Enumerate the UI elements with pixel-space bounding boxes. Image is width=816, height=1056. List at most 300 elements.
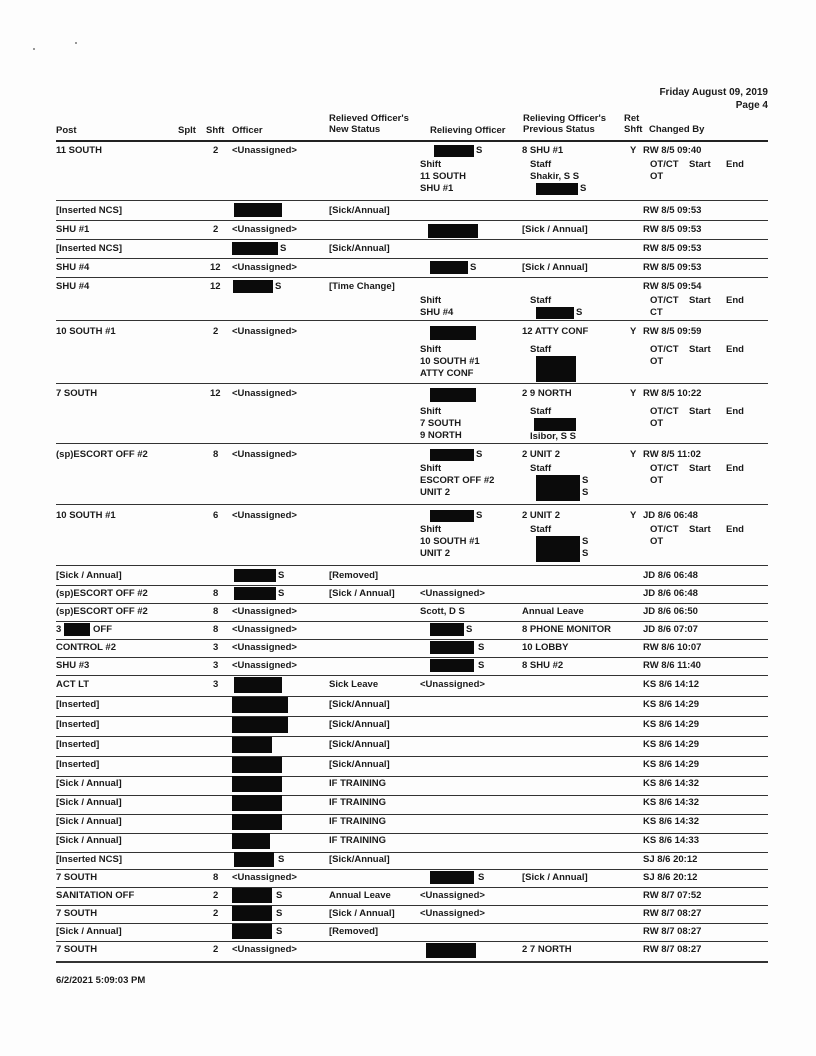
prev-status-cell: 8 SHU #1 xyxy=(522,145,564,156)
redaction-box xyxy=(232,814,282,830)
col-relieving-prev-line2: Previous Status xyxy=(523,124,595,135)
changed-by-cell: KS 8/6 14:12 xyxy=(643,679,699,690)
sub-relieving: 7 SOUTH xyxy=(420,418,462,429)
prev-status-cell: 2 7 NORTH xyxy=(522,944,572,955)
row-rule xyxy=(56,833,768,834)
table-row xyxy=(56,778,768,796)
redaction-box xyxy=(234,852,274,867)
shift-cell: 2 xyxy=(213,908,219,919)
new-status-cell: Annual Leave xyxy=(329,890,391,901)
new-status-cell: [Sick/Annual] xyxy=(329,205,390,216)
changed-by-cell: KS 8/6 14:29 xyxy=(643,699,699,710)
row-rule xyxy=(56,756,768,757)
otct-label: OT/CT xyxy=(650,463,679,474)
redaction-box xyxy=(430,326,476,340)
sub-prev: S xyxy=(580,183,587,194)
officer-cell: <Unassigned> xyxy=(232,872,297,883)
scan-speck xyxy=(75,42,77,44)
post-cell: (sp)ESCORT OFF #2 xyxy=(56,449,148,460)
ret-cell: Y xyxy=(630,388,637,399)
end-label: End xyxy=(726,159,744,170)
shift-cell: 2 xyxy=(213,326,219,337)
start-label: Start xyxy=(689,524,711,535)
row-rule xyxy=(56,603,768,604)
sub-relieving: UNIT 2 xyxy=(420,548,451,559)
changed-by-cell: JD 8/6 06:50 xyxy=(643,606,698,617)
redaction-box xyxy=(430,510,474,522)
relieving-suffix: S xyxy=(466,624,473,635)
redaction-box xyxy=(232,833,270,849)
shift-cell: 8 xyxy=(213,449,219,460)
row-rule xyxy=(56,639,768,640)
scan-speck xyxy=(33,48,35,50)
row-rule xyxy=(56,941,768,942)
sub-relieving: Shift xyxy=(420,463,442,474)
officer-cell: <Unassigned> xyxy=(232,326,297,337)
col-ret-shift: Shft xyxy=(624,124,643,135)
redaction-box xyxy=(234,677,282,693)
post-cell: CONTROL #2 xyxy=(56,642,117,653)
post-cell: 7 SOUTH xyxy=(56,944,98,955)
new-status-cell: IF TRAINING xyxy=(329,816,386,827)
col-relieved-status-line1: Relieved Officer's xyxy=(329,113,409,124)
new-status-cell: [Sick/Annual] xyxy=(329,719,390,730)
changed-by-cell: KS 8/6 14:32 xyxy=(643,816,699,827)
sub-relieving: Shift xyxy=(420,295,442,306)
changed-by-cell: SJ 8/6 20:12 xyxy=(643,854,698,865)
otct-label: OT/CT xyxy=(650,159,679,170)
changed-by-cell: KS 8/6 14:29 xyxy=(643,739,699,750)
new-status-cell: [Sick/Annual] xyxy=(329,854,390,865)
sub-prev: Staff xyxy=(530,406,552,417)
post-cell: 7 SOUTH xyxy=(56,388,98,399)
officer-cell: <Unassigned> xyxy=(232,145,297,156)
col-split: Splt xyxy=(178,125,196,136)
post-cell: SHU #3 xyxy=(56,660,90,671)
table-row xyxy=(56,243,768,259)
shift-cell: 8 xyxy=(213,588,219,599)
sub-relieving: Shift xyxy=(420,524,442,535)
sub-relieving: 9 NORTH xyxy=(420,430,462,441)
prev-status-cell: 8 SHU #2 xyxy=(522,660,564,671)
officer-cell: <Unassigned> xyxy=(232,510,297,521)
table-row xyxy=(56,835,768,853)
redaction-box xyxy=(536,307,574,319)
table-row xyxy=(56,262,768,278)
row-rule xyxy=(56,200,768,201)
table-row xyxy=(56,281,768,321)
prev-status-cell: 2 UNIT 2 xyxy=(522,449,561,460)
relieving-suffix: S xyxy=(476,145,483,156)
table-row xyxy=(56,739,768,757)
col-relieving-prev-line1: Relieving Officer's xyxy=(523,113,607,124)
table-row xyxy=(56,872,768,888)
relieving-suffix: S xyxy=(476,449,483,460)
redaction-box xyxy=(430,388,476,402)
page-number: Page 4 xyxy=(735,100,768,111)
table-row xyxy=(56,588,768,604)
relieving-cell: <Unassigned> xyxy=(420,908,485,919)
shift-cell: 3 xyxy=(213,660,219,671)
table-row xyxy=(56,224,768,240)
new-status-cell: [Sick/Annual] xyxy=(329,699,390,710)
end-label: End xyxy=(726,295,744,306)
shift-cell: 8 xyxy=(213,606,219,617)
row-rule xyxy=(56,657,768,658)
relieving-cell: <Unassigned> xyxy=(420,679,485,690)
shift-cell: 6 xyxy=(213,510,219,521)
new-status-cell: Sick Leave xyxy=(329,679,379,690)
table-row xyxy=(56,570,768,586)
post-cell: 7 SOUTH xyxy=(56,908,98,919)
sub-relieving: Shift xyxy=(420,159,442,170)
changed-by-cell: KS 8/6 14:32 xyxy=(643,797,699,808)
shift-cell: 12 xyxy=(210,388,221,399)
table-row xyxy=(56,326,768,384)
post-cell: 7 SOUTH xyxy=(56,872,98,883)
post-cell: [Sick / Annual] xyxy=(56,926,122,937)
table-row xyxy=(56,759,768,777)
table-row xyxy=(56,699,768,717)
relieving-suffix: S xyxy=(470,262,477,273)
end-label: End xyxy=(726,524,744,535)
table-row xyxy=(56,854,768,870)
post-cell: OFF xyxy=(93,624,112,635)
redaction-box xyxy=(534,418,576,431)
changed-by-cell: KS 8/6 14:29 xyxy=(643,759,699,770)
shift-cell: 3 xyxy=(213,642,219,653)
row-rule xyxy=(56,239,768,240)
post-cell: [Inserted] xyxy=(56,759,100,770)
redaction-box xyxy=(434,145,474,157)
row-rule xyxy=(56,887,768,888)
changed-by-cell: RW 8/7 08:27 xyxy=(643,926,702,937)
row-rule xyxy=(56,905,768,906)
changed-by-cell: RW 8/5 09:59 xyxy=(643,326,702,337)
col-ret: Ret xyxy=(624,113,640,124)
officer-cell: <Unassigned> xyxy=(232,642,297,653)
redaction-box xyxy=(536,475,580,501)
changed-by-cell: KS 8/6 14:33 xyxy=(643,835,699,846)
new-status-cell: IF TRAINING xyxy=(329,835,386,846)
row-rule xyxy=(56,869,768,870)
table-row xyxy=(56,449,768,505)
relieving-suffix: S xyxy=(478,872,485,883)
redaction-box xyxy=(536,356,576,382)
shift-cell: 12 xyxy=(210,281,221,292)
prev-status-cell: 2 UNIT 2 xyxy=(522,510,561,521)
shift-cell: 3 xyxy=(213,679,219,690)
row-rule xyxy=(56,923,768,924)
post-cell: [Sick / Annual] xyxy=(56,797,122,808)
col-relieved-status-line2: New Status xyxy=(329,124,381,135)
ct-label: CT xyxy=(650,307,663,318)
row-rule xyxy=(56,383,768,384)
table-row xyxy=(56,679,768,697)
prev-status-cell: [Sick / Annual] xyxy=(522,262,588,273)
table-row xyxy=(56,606,768,622)
prev-status-cell: [Sick / Annual] xyxy=(522,872,588,883)
table-row xyxy=(56,816,768,834)
post-cell: SANITATION OFF xyxy=(56,890,135,901)
ret-cell: Y xyxy=(630,449,637,460)
ot-label: OT xyxy=(650,356,664,367)
new-status-cell: [Sick / Annual] xyxy=(329,908,395,919)
ot-label: OT xyxy=(650,418,664,429)
start-label: Start xyxy=(689,406,711,417)
post-cell: [Sick / Annual] xyxy=(56,816,122,827)
new-status-cell: [Time Change] xyxy=(329,281,395,292)
relieving-suffix: S xyxy=(478,660,485,671)
col-relieving-officer: Relieving Officer xyxy=(430,125,506,136)
sub-prev: S xyxy=(582,548,589,559)
table-row xyxy=(56,388,768,444)
officer-suffix: S xyxy=(276,890,283,901)
col-changed-by: Changed By xyxy=(649,124,705,135)
sub-relieving: 10 SOUTH #1 xyxy=(420,356,480,367)
changed-by-cell: RW 8/5 09:53 xyxy=(643,224,702,235)
relieving-suffix: S xyxy=(478,642,485,653)
redaction-box xyxy=(430,623,464,636)
changed-by-cell: KS 8/6 14:29 xyxy=(643,719,699,730)
sub-prev: Staff xyxy=(530,463,552,474)
table-row xyxy=(56,926,768,942)
new-status-cell: [Sick/Annual] xyxy=(329,759,390,770)
sub-prev: Staff xyxy=(530,295,552,306)
row-rule xyxy=(56,443,768,444)
redaction-box xyxy=(232,906,272,921)
shift-cell: 2 xyxy=(213,944,219,955)
header-rule xyxy=(56,140,768,142)
officer-suffix: S xyxy=(280,243,287,254)
col-post: Post xyxy=(56,125,77,136)
redaction-box xyxy=(536,536,580,562)
table-row xyxy=(56,205,768,221)
redaction-box xyxy=(428,224,478,238)
print-timestamp: 6/2/2021 5:09:03 PM xyxy=(56,975,146,986)
sub-relieving: ATTY CONF xyxy=(420,368,474,379)
end-label: End xyxy=(726,344,744,355)
row-rule xyxy=(56,320,768,321)
new-status-cell: [Removed] xyxy=(329,926,379,937)
ret-cell: Y xyxy=(630,326,637,337)
otct-label: OT/CT xyxy=(650,406,679,417)
col-officer: Officer xyxy=(232,125,263,136)
redaction-box xyxy=(232,888,272,903)
row-rule xyxy=(56,961,768,963)
post-cell: [Inserted NCS] xyxy=(56,205,122,216)
sub-relieving: UNIT 2 xyxy=(420,487,451,498)
redaction-box xyxy=(233,280,273,293)
post-cell: [Inserted NCS] xyxy=(56,854,122,865)
post-cell: ACT LT xyxy=(56,679,90,690)
officer-suffix: S xyxy=(278,588,285,599)
changed-by-cell: JD 8/6 06:48 xyxy=(643,588,698,599)
officer-cell: <Unassigned> xyxy=(232,606,297,617)
col-shift: Shft xyxy=(206,125,225,136)
sub-relieving: SHU #4 xyxy=(420,307,454,318)
new-status-cell: IF TRAINING xyxy=(329,797,386,808)
changed-by-cell: RW 8/5 09:54 xyxy=(643,281,702,292)
ot-label: OT xyxy=(650,536,664,547)
officer-cell: <Unassigned> xyxy=(232,449,297,460)
start-label: Start xyxy=(689,463,711,474)
row-rule xyxy=(56,716,768,717)
table-row xyxy=(56,797,768,815)
post-cell: [Inserted] xyxy=(56,719,100,730)
redaction-box xyxy=(64,623,90,636)
start-label: Start xyxy=(689,295,711,306)
row-rule xyxy=(56,258,768,259)
post-cell: [Inserted NCS] xyxy=(56,243,122,254)
post-cell: SHU #1 xyxy=(56,224,90,235)
sub-prev: S xyxy=(582,475,589,486)
ret-cell: Y xyxy=(630,145,637,156)
sub-relieving: ESCORT OFF #2 xyxy=(420,475,495,486)
table-row xyxy=(56,944,768,962)
ot-label: OT xyxy=(650,171,664,182)
row-rule xyxy=(56,220,768,221)
officer-cell: <Unassigned> xyxy=(232,224,297,235)
changed-by-cell: RW 8/5 09:53 xyxy=(643,262,702,273)
row-rule xyxy=(56,565,768,566)
table-row xyxy=(56,642,768,658)
redaction-box xyxy=(430,641,474,654)
table-row xyxy=(56,719,768,737)
row-rule xyxy=(56,795,768,796)
row-rule xyxy=(56,736,768,737)
shift-cell: 2 xyxy=(213,145,219,156)
redaction-box xyxy=(430,871,474,884)
changed-by-cell: RW 8/5 11:02 xyxy=(643,449,701,460)
redaction-box xyxy=(232,717,288,733)
changed-by-cell: RW 8/7 08:27 xyxy=(643,908,702,919)
officer-cell: <Unassigned> xyxy=(232,262,297,273)
relieving-cell: <Unassigned> xyxy=(420,588,485,599)
row-rule xyxy=(56,621,768,622)
prev-status-cell: 12 ATTY CONF xyxy=(522,326,589,337)
otct-label: OT/CT xyxy=(650,295,679,306)
otct-label: OT/CT xyxy=(650,524,679,535)
officer-suffix: S xyxy=(278,570,285,581)
post-cell: (sp)ESCORT OFF #2 xyxy=(56,588,148,599)
prev-status-cell: 10 LOBBY xyxy=(522,642,569,653)
sub-relieving: Shift xyxy=(420,344,442,355)
sub-relieving: SHU #1 xyxy=(420,183,454,194)
redaction-box xyxy=(426,943,476,958)
redaction-box xyxy=(234,203,282,217)
post-cell: [Sick / Annual] xyxy=(56,835,122,846)
new-status-cell: [Removed] xyxy=(329,570,379,581)
redaction-box xyxy=(232,924,272,939)
changed-by-cell: SJ 8/6 20:12 xyxy=(643,872,698,883)
changed-by-cell: RW 8/7 07:52 xyxy=(643,890,702,901)
sub-prev: Staff xyxy=(530,524,552,535)
relieving-cell: Scott, D S xyxy=(420,606,465,617)
start-label: Start xyxy=(689,159,711,170)
row-rule xyxy=(56,277,768,278)
sub-prev: S xyxy=(582,487,589,498)
officer-cell: <Unassigned> xyxy=(232,660,297,671)
prev-status-cell: [Sick / Annual] xyxy=(522,224,588,235)
table-row xyxy=(56,624,768,640)
redaction-box xyxy=(232,795,282,811)
officer-cell: <Unassigned> xyxy=(232,624,297,635)
changed-by-cell: JD 8/6 06:48 xyxy=(643,570,698,581)
post-cell: [Inserted] xyxy=(56,739,100,750)
sub-relieving: 11 SOUTH xyxy=(420,171,466,182)
ot-label: OT xyxy=(650,475,664,486)
changed-by-cell: RW 8/6 11:40 xyxy=(643,660,701,671)
row-rule xyxy=(56,504,768,505)
redaction-box xyxy=(232,757,282,773)
post-cell: (sp)ESCORT OFF #2 xyxy=(56,606,148,617)
post-cell: 11 SOUTH xyxy=(56,145,102,156)
prev-status-cell: 2 9 NORTH xyxy=(522,388,572,399)
prev-status-cell: 8 PHONE MONITOR xyxy=(522,624,612,635)
new-status-cell: IF TRAINING xyxy=(329,778,386,789)
changed-by-cell: KS 8/6 14:32 xyxy=(643,778,699,789)
officer-suffix: S xyxy=(276,908,283,919)
otct-label: OT/CT xyxy=(650,344,679,355)
changed-by-cell: RW 8/5 09:40 xyxy=(643,145,702,156)
post-prefix: 3 xyxy=(56,624,62,635)
sub-prev: Staff xyxy=(530,344,552,355)
row-rule xyxy=(56,852,768,853)
table-row xyxy=(56,908,768,924)
new-status-cell: [Sick/Annual] xyxy=(329,739,390,750)
post-cell: SHU #4 xyxy=(56,281,90,292)
post-cell: [Sick / Annual] xyxy=(56,778,122,789)
sub-relieving: Shift xyxy=(420,406,442,417)
redaction-box xyxy=(430,659,474,672)
prev-status-cell: Annual Leave xyxy=(522,606,584,617)
end-label: End xyxy=(726,463,744,474)
officer-cell: <Unassigned> xyxy=(232,388,297,399)
redaction-box xyxy=(232,737,272,753)
row-rule xyxy=(56,585,768,586)
officer-suffix: S xyxy=(275,281,282,292)
table-row xyxy=(56,890,768,906)
sub-prev: Isibor, S S xyxy=(530,431,576,442)
shift-cell: 12 xyxy=(210,262,221,273)
row-rule xyxy=(56,776,768,777)
redaction-box xyxy=(232,242,278,255)
changed-by-cell: JD 8/6 07:07 xyxy=(643,624,698,635)
row-rule xyxy=(56,814,768,815)
table-row xyxy=(56,660,768,676)
redaction-box xyxy=(536,183,578,195)
shift-cell: 8 xyxy=(213,872,219,883)
changed-by-cell: RW 8/5 10:22 xyxy=(643,388,702,399)
post-cell: 10 SOUTH #1 xyxy=(56,326,116,337)
redaction-box xyxy=(232,776,282,792)
post-cell: SHU #4 xyxy=(56,262,90,273)
new-status-cell: [Sick / Annual] xyxy=(329,588,395,599)
post-cell: 10 SOUTH #1 xyxy=(56,510,116,521)
redaction-box xyxy=(430,261,468,274)
redaction-box xyxy=(234,587,276,600)
sub-prev: S xyxy=(582,536,589,547)
shift-cell: 2 xyxy=(213,224,219,235)
officer-suffix: S xyxy=(278,854,285,865)
sub-relieving: 10 SOUTH #1 xyxy=(420,536,480,547)
shift-cell: 2 xyxy=(213,890,219,901)
ret-cell: Y xyxy=(630,510,637,521)
redaction-box xyxy=(234,569,276,582)
changed-by-cell: JD 8/6 06:48 xyxy=(643,510,698,521)
sub-prev: S xyxy=(576,307,583,318)
